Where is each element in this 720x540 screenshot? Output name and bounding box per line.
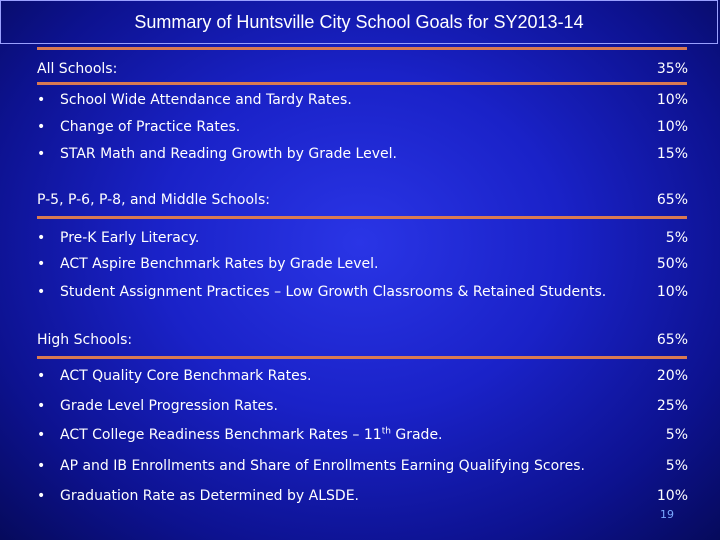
bullet-icon: • (37, 458, 46, 474)
list-item-text: Graduation Rate as Determined by ALSDE. (60, 488, 359, 504)
section-divider (37, 47, 687, 50)
bullet-icon: • (37, 284, 46, 300)
list-item (37, 281, 688, 303)
bullet-icon: • (37, 398, 46, 414)
section-divider (37, 356, 687, 359)
page-number: 19 (660, 508, 674, 521)
list-item-text: STAR Math and Reading Growth by Grade Level. (60, 146, 397, 162)
list-item-text-before: ACT College Readiness Benchmark Rates – 11 (60, 427, 382, 443)
bullet-icon: • (37, 427, 46, 443)
list-item (37, 395, 688, 417)
list-item-percent: 50% (656, 256, 688, 272)
list-item-percent: 25% (656, 398, 688, 414)
list-item (37, 89, 688, 111)
list-item-superscript: th (381, 426, 391, 437)
list-item (37, 143, 688, 165)
section-heading-percent: 35% (656, 61, 688, 77)
bullet-icon: • (37, 92, 46, 108)
section-heading-label: P-5, P-6, P-8, and Middle Schools: (37, 192, 270, 208)
list-item-percent: 10% (656, 119, 688, 135)
list-item (37, 424, 688, 446)
bullet-icon: • (37, 230, 46, 246)
list-item-percent: 5% (665, 427, 688, 443)
bullet-icon: • (37, 368, 46, 384)
list-item-text: ACT Quality Core Benchmark Rates. (60, 368, 312, 384)
section-heading-percent: 65% (656, 192, 688, 208)
list-item (37, 485, 688, 507)
section-heading-elementary-middle (37, 189, 688, 211)
bullet-icon: • (37, 146, 46, 162)
bullet-icon: • (37, 119, 46, 135)
list-item-percent: 20% (656, 368, 688, 384)
list-item-text: ACT Aspire Benchmark Rates by Grade Level. (60, 256, 379, 272)
list-item (37, 253, 688, 275)
slide-title-text: Summary of Huntsville City School Goals for SY2013-14 (134, 11, 584, 32)
list-item (37, 116, 688, 138)
section-divider (37, 216, 687, 219)
slide-title (0, 0, 718, 44)
list-item-percent: 10% (656, 488, 688, 504)
section-heading-percent: 65% (656, 332, 688, 348)
list-item-percent: 10% (656, 284, 688, 300)
bullet-icon: • (37, 256, 46, 272)
list-item-percent: 15% (656, 146, 688, 162)
list-item (37, 455, 688, 477)
section-heading-all-schools (37, 58, 688, 80)
list-item-text: Pre-K Early Literacy. (60, 230, 200, 246)
section-heading-high-schools (37, 329, 688, 351)
bullet-icon: • (37, 488, 46, 504)
list-item-text: School Wide Attendance and Tardy Rates. (60, 92, 352, 108)
section-heading-label: All Schools: (37, 61, 118, 77)
list-item-percent: 5% (665, 458, 688, 474)
section-heading-label: High Schools: (37, 332, 133, 348)
list-item-text: Change of Practice Rates. (60, 119, 241, 135)
list-item-text: Grade Level Progression Rates. (60, 398, 278, 414)
list-item-text-after: Grade. (390, 427, 443, 443)
list-item-percent: 10% (656, 92, 688, 108)
list-item (37, 227, 688, 249)
list-item-text: AP and IB Enrollments and Share of Enrollments Earning Qualifying Scores. (60, 458, 585, 474)
list-item-percent: 5% (665, 230, 688, 246)
list-item (37, 365, 688, 387)
section-divider (37, 82, 687, 85)
list-item-text: Student Assignment Practices – Low Growth Classrooms & Retained Students. (60, 284, 607, 300)
